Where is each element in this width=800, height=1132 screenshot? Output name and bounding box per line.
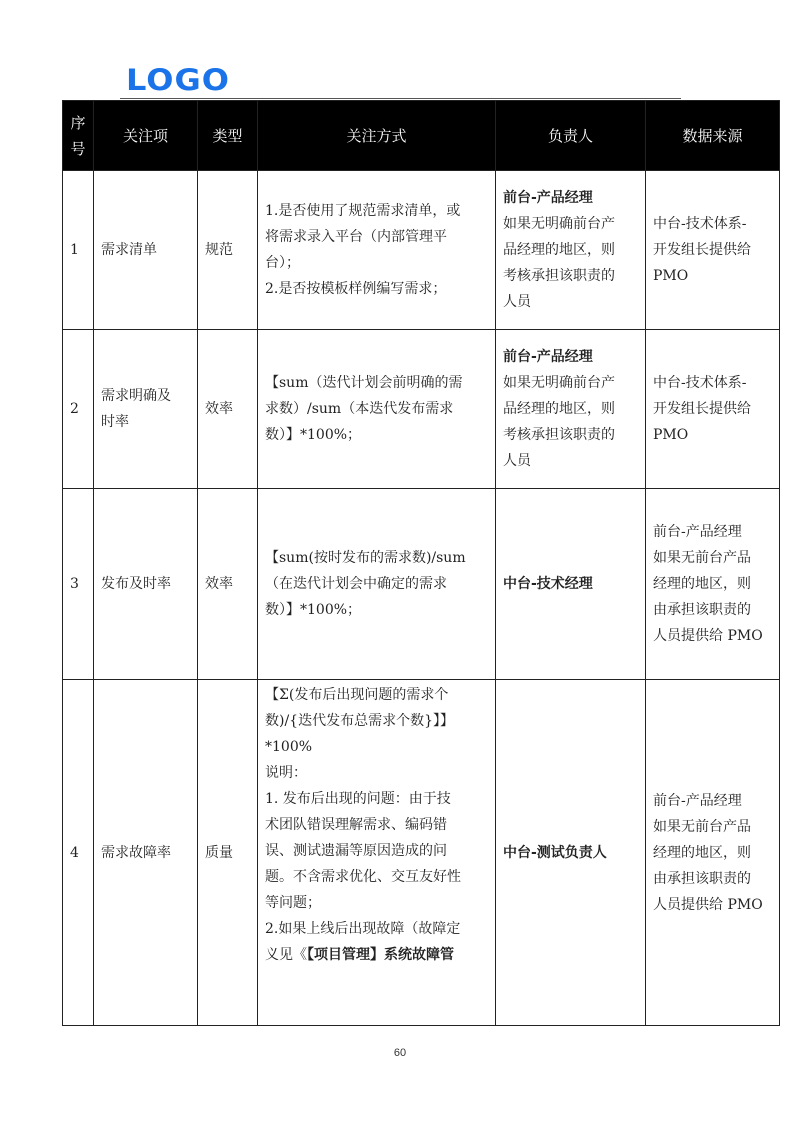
owner-title: 前台-产品经理 xyxy=(503,190,593,206)
table-row xyxy=(63,330,780,489)
method-cell: 【sum(按时发布的需求数)/sum （在迭代计划会中确定的需求 数）】*100%； xyxy=(258,489,496,680)
table-header-row xyxy=(63,101,780,171)
owner-title: 前台-产品经理 xyxy=(503,349,593,365)
source-cell: 前台-产品经理 如果无前台产品 经理的地区，则 由承担该职责的 人员提供给 PMO xyxy=(646,680,780,1026)
owner-cell xyxy=(496,489,646,680)
header-focus: 关注项 xyxy=(94,101,198,171)
header-rule xyxy=(120,98,681,99)
source-cell: 中台-技术体系- 开发组长提供给 PMO xyxy=(646,171,780,330)
type-cell: 规范 xyxy=(198,171,258,330)
row-number: 4 xyxy=(63,680,94,1026)
method-cell: 1.是否使用了规范需求清单，或 将需求录入平台（内部管理平 台）； 2.是否按模板样例编写需求； xyxy=(258,171,496,330)
row-number: 2 xyxy=(63,330,94,489)
header-owner: 负责人 xyxy=(496,101,646,171)
type-cell: 效率 xyxy=(198,489,258,680)
type-cell: 效率 xyxy=(198,330,258,489)
metrics-table xyxy=(62,100,780,1026)
focus-item: 需求清单 xyxy=(94,171,198,330)
owner-title: 中台-测试负责人 xyxy=(503,844,607,861)
method-cell: 【Σ(发布后出现问题的需求个 数)/{迭代发布总需求个数}】】 *100% 说明： 1. 发布后出现的问题：由于技 术团队错误理解需求、编码错 误、测试遗漏等原因造成的问 题。不含需求优化、交互友好性 等问题； 2.如果上线后出现故障（故障定 义见《【项目管理】系统故障管 xyxy=(258,680,496,1026)
owner-cell: 前台-产品经理 如果无明确前台产 品经理的地区，则 考核承担该职责的 人员 xyxy=(496,171,646,330)
row-number: 3 xyxy=(63,489,94,680)
method-cell: 【sum（迭代计划会前明确的需 求数）/sum（本迭代发布需求 数）】*100%； xyxy=(258,330,496,489)
row-number: 1 xyxy=(63,171,94,330)
doc-reference: 【项目管理】系统故障管 xyxy=(307,947,454,963)
owner-cell: 前台-产品经理 如果无明确前台产 品经理的地区，则 考核承担该职责的 人员 xyxy=(496,330,646,489)
table-row xyxy=(63,489,780,680)
page-number: 60 xyxy=(393,1047,407,1059)
table-row xyxy=(63,171,780,330)
header-method: 关注方式 xyxy=(258,101,496,171)
header-type: 类型 xyxy=(198,101,258,171)
focus-item: 发布及时率 xyxy=(94,489,198,680)
focus-item: 需求故障率 xyxy=(94,680,198,1026)
owner-cell xyxy=(496,680,646,1026)
header-no: 序 号 xyxy=(63,101,94,171)
focus-item: 需求明确及 时率 xyxy=(94,330,198,489)
header-source: 数据来源 xyxy=(646,101,780,171)
source-cell: 前台-产品经理 如果无前台产品 经理的地区，则 由承担该职责的 人员提供给 PMO xyxy=(646,489,780,680)
table-row xyxy=(63,680,780,1026)
logo: LOGO xyxy=(126,62,230,98)
owner-title: 中台-技术经理 xyxy=(503,576,593,592)
type-cell: 质量 xyxy=(198,680,258,1026)
source-cell: 中台-技术体系- 开发组长提供给 PMO xyxy=(646,330,780,489)
